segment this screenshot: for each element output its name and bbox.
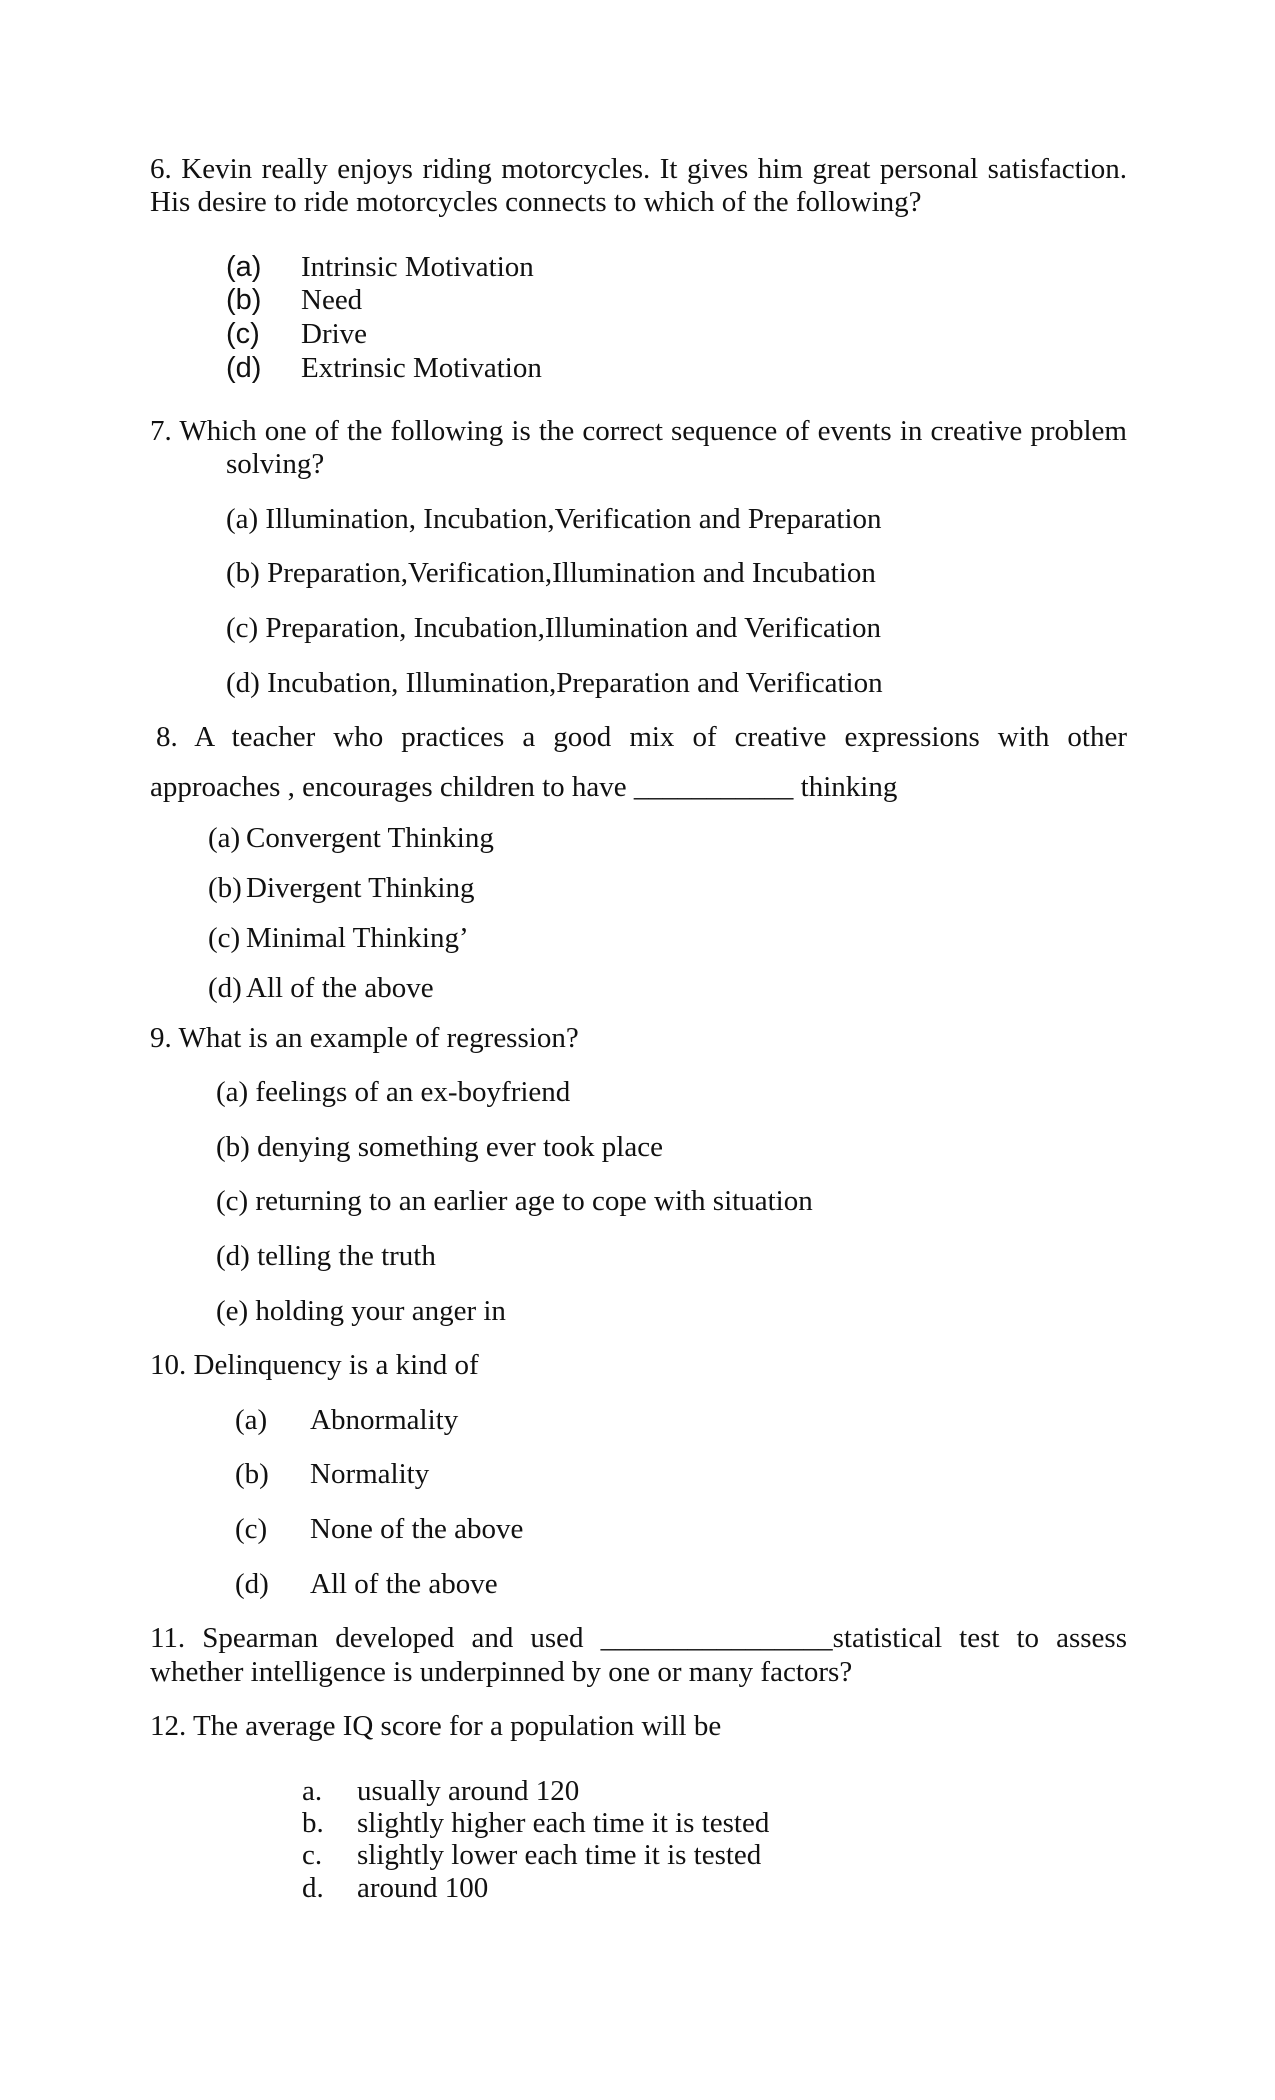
q10-option-d-label: (d) [235,1568,269,1600]
q7-option-b: (b) Preparation,Verification,Illumination and Incubation [226,557,876,589]
q6-option-a-text: Intrinsic Motivation [301,251,534,283]
q12-stem: 12. The average IQ score for a population will be [150,1710,722,1742]
q6-option-d-text: Extrinsic Motivation [301,352,542,384]
q7-option-d: (d) Incubation, Illumination,Preparation and Verification [226,667,883,699]
q10-option-a-label: (a) [235,1404,268,1436]
q12-option-a-label: a. [302,1775,323,1807]
q8-option-a-text: Convergent Thinking [246,822,494,854]
q10-option-d-text: All of the above [310,1568,498,1600]
q6-option-a-label: (a) [226,251,262,283]
q12-option-b-label: b. [302,1807,324,1839]
q12-option-d-text: around 100 [357,1872,489,1904]
q8-option-d-text: All of the above [246,972,434,1004]
q7-option-a: (a) Illumination, Incubation,Verification and Preparation [226,503,882,535]
q11-stem-line2: whether intelligence is underpinned by one or many factors? [150,1656,853,1688]
q8-option-b-text: Divergent Thinking [246,872,475,904]
q12-option-c-text: slightly lower each time it is tested [357,1839,762,1871]
q8-option-d-label: (d) [208,972,242,1004]
q6-stem-line1: 6. Kevin really enjoys riding motorcycles. It gives him great personal satisfaction. [150,153,1127,185]
q8-option-b-label: (b) [208,872,242,904]
q7-stem-line1: 7. Which one of the following is the correct sequence of events in creative problem [150,415,1127,447]
q8-stem-line2: approaches , encourages children to have ___________ thinking [150,771,898,803]
q9-option-e: (e) holding your anger in [216,1295,506,1327]
q6-option-c-label: (c) [226,318,260,350]
q10-option-c-text: None of the above [310,1513,524,1545]
q7-stem-line2: solving? [226,448,325,480]
q12-option-d-label: d. [302,1872,324,1904]
q6-stem-line2: His desire to ride motorcycles connects to which of the following? [150,186,922,218]
q6-option-c-text: Drive [301,318,368,350]
q9-option-c: (c) returning to an earlier age to cope with situation [216,1185,813,1217]
q9-stem: 9. What is an example of regression? [150,1022,579,1054]
q12-option-b-text: slightly higher each time it is tested [357,1807,770,1839]
q6-option-b-label: (b) [226,284,262,316]
q10-option-a-text: Abnormality [310,1404,459,1436]
q6-option-d-label: (d) [226,352,262,384]
q7-option-c: (c) Preparation, Incubation,Illumination and Verification [226,612,881,644]
q10-option-b-label: (b) [235,1458,269,1490]
q9-option-b: (b) denying something ever took place [216,1131,663,1163]
q12-option-c-label: c. [302,1839,323,1871]
q8-option-a-label: (a) [208,822,241,854]
q10-option-c-label: (c) [235,1513,268,1545]
q10-option-b-text: Normality [310,1458,430,1490]
q8-option-c-text: Minimal Thinking’ [246,922,469,954]
q8-option-c-label: (c) [208,922,241,954]
q9-option-d: (d) telling the truth [216,1240,436,1272]
q10-stem: 10. Delinquency is a kind of [150,1349,479,1381]
q8-stem-line1: 8. A teacher who practices a good mix of creative expressions with other [156,721,1127,753]
q6-option-b-text: Need [301,284,363,316]
q12-option-a-text: usually around 120 [357,1775,580,1807]
q9-option-a: (a) feelings of an ex-boyfriend [216,1076,571,1108]
q11-stem-line1: 11. Spearman developed and used ________________statistical test to assess [150,1622,1127,1654]
